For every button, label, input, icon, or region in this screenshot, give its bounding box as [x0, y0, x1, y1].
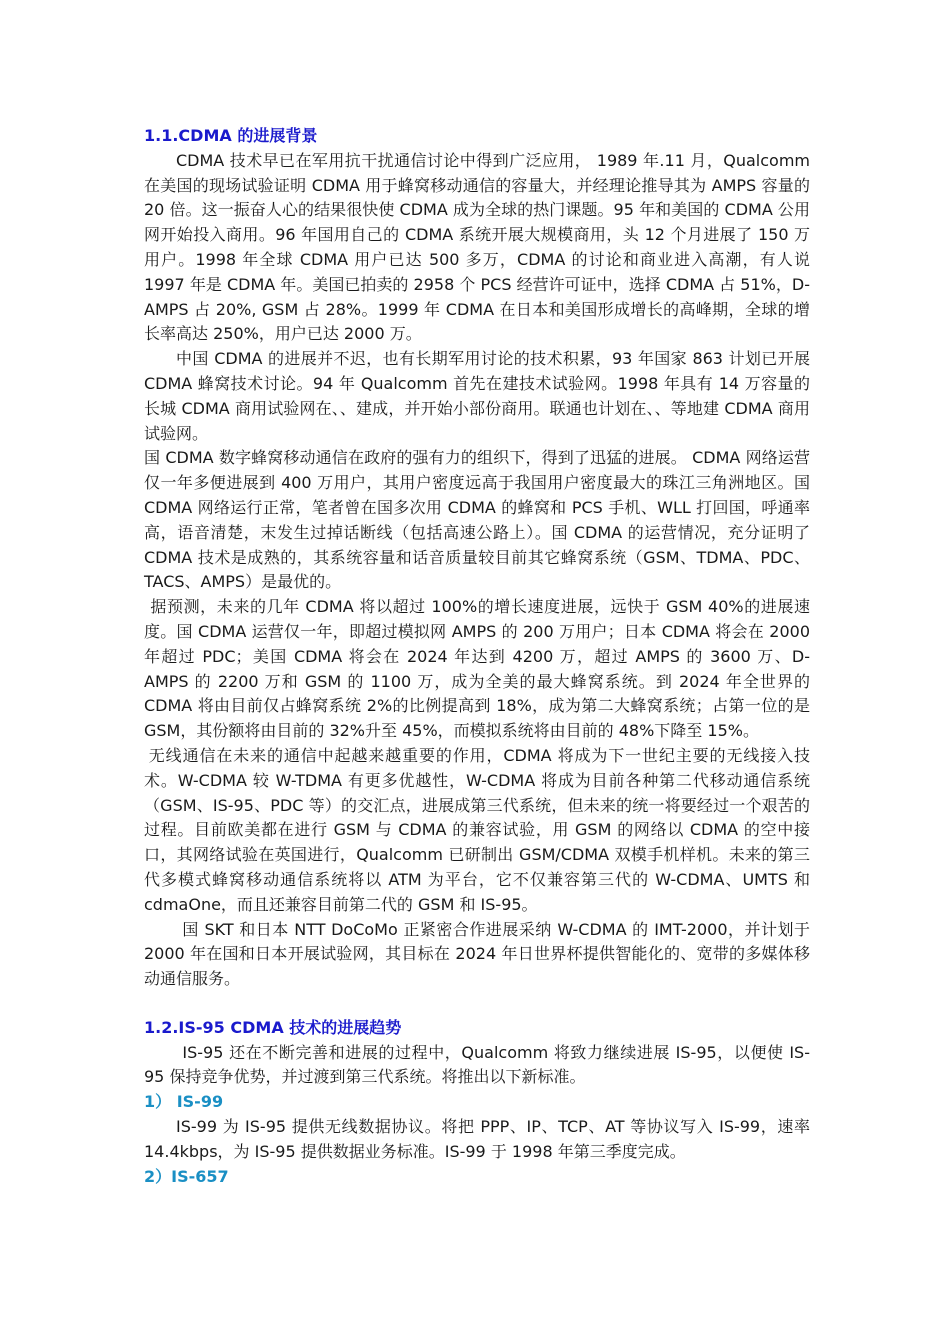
- section-gap: [144, 992, 810, 1016]
- paragraph-8: IS-99 为 IS-95 提供无线数据协议。将把 PPP、IP、TCP、AT 等协议写入 IS-99，速率 14.4kbps，为 IS-95 提供数据业务标准。IS-99 于 1998 年第三季度完成。: [144, 1117, 810, 1161]
- paragraph-7: IS-95 还在不断完善和进展的过程中，Qualcomm 将致力继续进展 IS-95，以便使 IS-95 保持竞争优势，并过渡到第三代系统。将推出以下新标准。: [144, 1042, 810, 1087]
- section-title-1-1: 1.1.CDMA 的进展背景: [144, 126, 318, 145]
- subheading-is-99: 1） IS-99: [144, 1092, 224, 1112]
- paragraph-6: 国 SKT 和日本 NTT DoCoMo 正紧密合作进展采纳 W-CDMA 的 IMT-2000，并计划于 2000 年在国和日本开展试验网，其目标在 2024 年日世界杯提供智能化的、宽带的多媒体移动通信服务。: [144, 919, 810, 989]
- paragraph-4: 据预测，未来的几年 CDMA 将以超过 100%的增长速度进展，远快于 GSM 40%的进展速度。国 CDMA 运营仅一年，即超过模拟网 AMPS 的 200 万用户；日本 CDMA 将会在 2000 年超过 PDC；美国 CDMA 将会在 2024 年达到 4200 万，超过 AMPS 的 3600 万、D-AMPS 的 2200 万和 GSM 的 1100 万，成为全美的最大蜂窝系统。到 2024 年全世界的 CDMA 将由目前仅占蜂窝系统 2%的比例提高到 18%，成为第二大蜂窝系统；占第一位的是 GSM，其份额将由目前的 32%升至 45%，而模拟系统将由目前的 48%下降至 15%。: [144, 597, 810, 741]
- document-page: [144, 124, 810, 1189]
- section-title-1-2: 1.2.IS-95 CDMA 技术的进展趋势: [144, 1017, 402, 1037]
- paragraph-3: 国 CDMA 数字蜂窝移动通信在政府的强有力的组织下，得到了迅猛的进展。 CDMA 网络运营仅一年多便进展到 400 万用户，其用户密度远高于我国用户密度最大的珠江三角洲地区。国 CDMA 网络运行正常，笔者曾在国多次用 CDMA 的蜂窝和 PCS 手机、WLL 打回国，呼通率高，语音清楚，末发生过掉话断线（包括高速公路上）。国 CDMA 的运营情况，充分证明了 CDMA 技术是成熟的，其系统容量和话音质量较目前其它蜂窝系统（GSM、TDMA、PDC、TACS、AMPS）是最优的。: [144, 448, 810, 592]
- paragraph-1: CDMA 技术早已在军用抗干扰通信讨论中得到广泛应用， 1989 年.11 月，Qualcomm 在美国的现场试验证明 CDMA 用于蜂窝移动通信的容量大，并经理论推导其为 AMPS 容量的 20 倍。这一振奋人心的结果很快使 CDMA 成为全球的热门课题。95 年和美国的 CDMA 公用网开始投入商用。96 年国用自己的 CDMA 系统开展大规模商用，头 12 个月进展了 150 万用户。1998 年全球 CDMA 用户已达 500 多万，CDMA 的讨论和商业进入高潮，有人说 1997 年是 CDMA 年。美国已拍卖的 2958 个 PCS 经营许可证中，选择 CDMA 占 51%，D-AMPS 占 20%, GSM 占 28%。1999 年 CDMA 在日本和美国形成增长的高峰期，全球的增长率高达 250%，用户已达 2000 万。: [144, 150, 810, 344]
- paragraph-5: 无线通信在未来的通信中起越来越重要的作用，CDMA 将成为下一世纪主要的无线接入技术。W-CDMA 较 W-TDMA 有更多优越性，W-CDMA 将成为目前各种第二代移动通信系统（GSM、IS-95、PDC 等）的交汇点，进展成第三代系统，但未来的统一将要经过一个艰苦的过程。目前欧美都在进行 GSM 与 CDMA 的兼容试验，用 GSM 的网络以 CDMA 的空中接口，其网络试验在英国进行，Qualcomm 已研制出 GSM/CDMA 双模手机样机。未来的第三代多模式蜂窝移动通信系统将以 ATM 为平台，它不仅兼容第三代的 W-CDMA、UMTS 和 cdmaOne，而且还兼容目前第二代的 GSM 和 IS-95。: [144, 745, 810, 914]
- subheading-is-657: 2）IS-657: [144, 1166, 229, 1186]
- paragraph-2: 中国 CDMA 的进展并不迟，也有长期军用讨论的技术积累，93 年国家 863 计划已开展 CDMA 蜂窝技术讨论。94 年 Qualcomm 首先在建技术试验网。1998 年具有 14 万容量的长城 CDMA 商用试验网在、、建成，并开始小部份商用。联通也计划在、、等地建 CDMA 商用试验网。: [144, 349, 810, 443]
